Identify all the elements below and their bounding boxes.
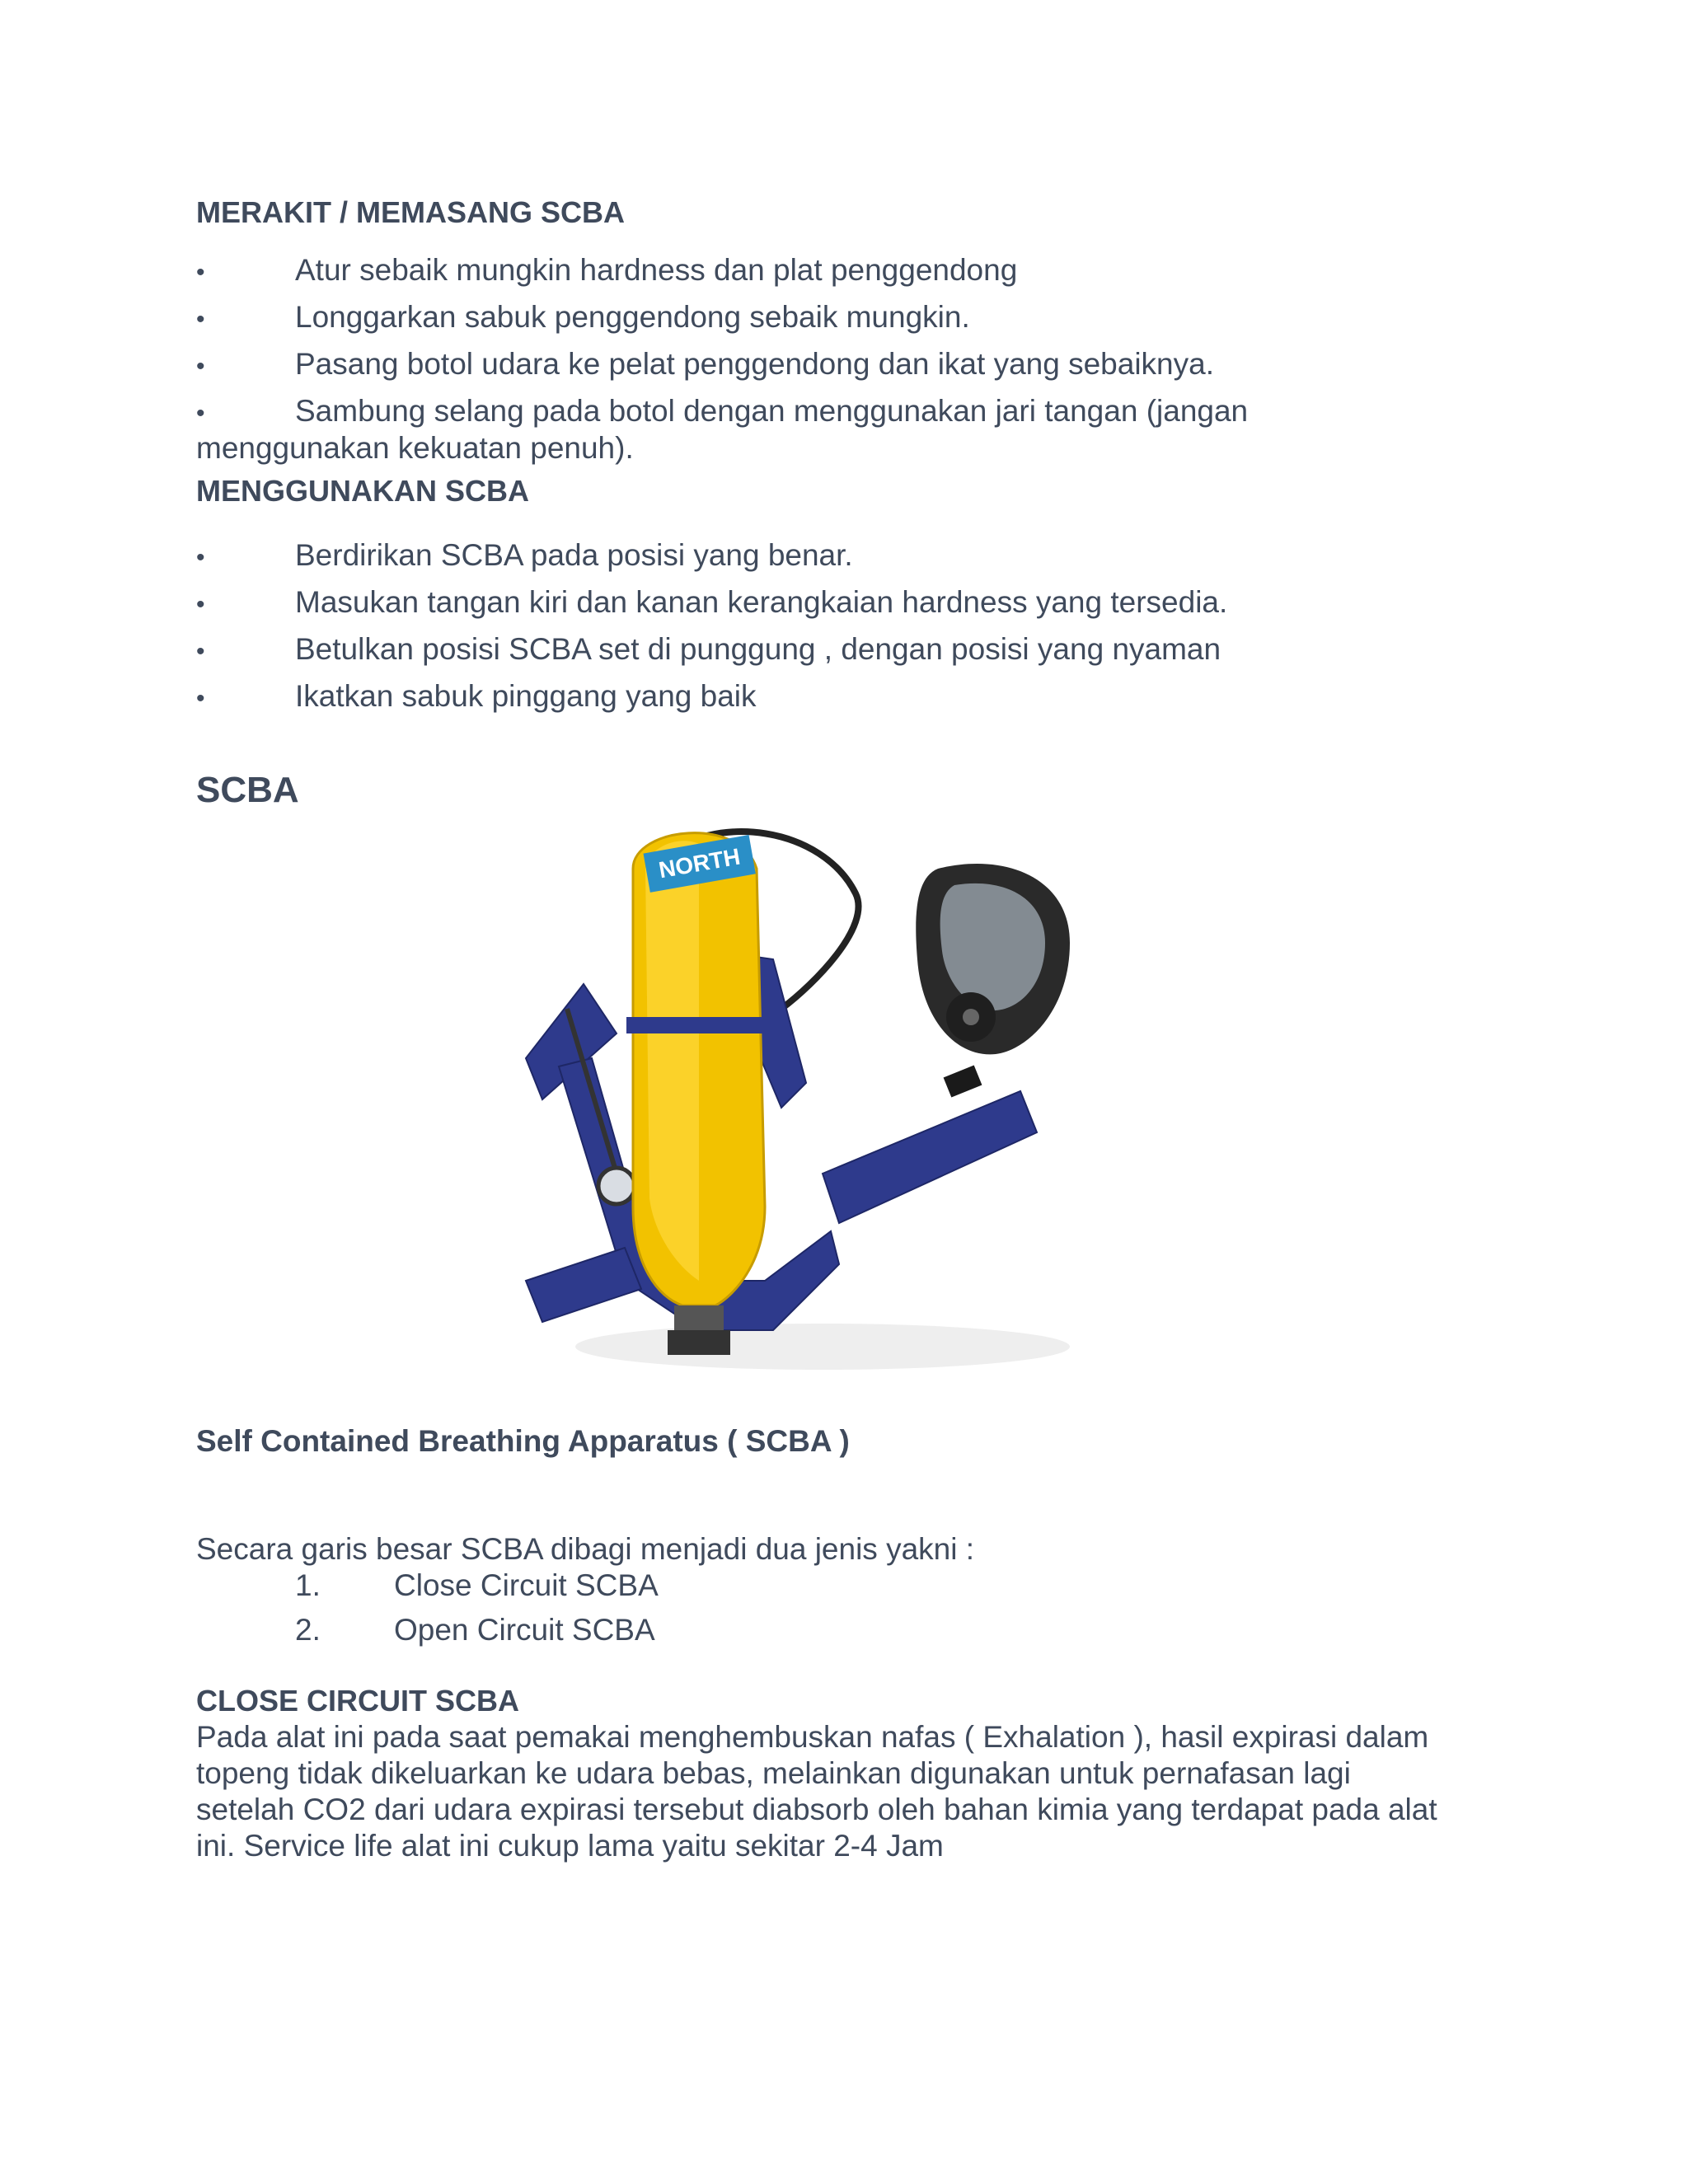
bullet-icon: • (196, 306, 205, 333)
close-circuit-heading: CLOSE CIRCUIT SCBA (196, 1684, 520, 1718)
assembly-steps-list (196, 252, 1515, 465)
list-item: • Pasang botol udara ke pelat penggendong dan ikat yang sebaiknya. (196, 346, 1515, 385)
bullet-icon: • (196, 544, 205, 571)
list-item: • Sambung selang pada botol dengan menggunakan jari tangan (jangan (196, 393, 1515, 432)
section-heading-merakit: MERAKIT / MEMASANG SCBA (196, 195, 625, 229)
list-item: • Masukan tangan kiri dan kanan kerangkaian hardness yang tersedia. (196, 584, 1515, 623)
list-item: 1. Close Circuit SCBA (295, 1568, 659, 1602)
bullet-icon: • (196, 591, 205, 618)
section-heading-menggunakan: MENGGUNAKAN SCBA (196, 474, 529, 508)
scba-definition-subtitle: Self Contained Breathing Apparatus ( SCBA ) (196, 1424, 850, 1458)
illustration-shadow (575, 1324, 1070, 1370)
list-item: • Atur sebaik mungkin hardness dan plat penggendong (196, 252, 1515, 291)
cylinder-highlight (645, 841, 699, 1281)
waist-belt-left (526, 1248, 641, 1322)
bullet-icon: • (196, 400, 205, 427)
face-mask-icon (916, 864, 1070, 1054)
belt-buckle-icon (944, 1065, 982, 1097)
close-circuit-description: Pada alat ini pada saat pemakai menghembuskan nafas ( Exhalation ), hasil expirasi dalam topeng tidak dikeluarkan ke udara bebas, melainkan digunakan untuk pernafasan lagi setelah CO2 dari udara expirasi tersebut diabsorb oleh bahan kimia yang terdapat pada alat ini. Service life alat ini cukup lama yaitu sekitar 2-4 Jam (196, 1720, 1437, 1863)
cylinder-label-text: NORTH (656, 843, 743, 883)
figure-title: SCBA (196, 770, 299, 810)
mask-regulator-center (963, 1009, 979, 1025)
pressure-gauge-icon (598, 1168, 635, 1204)
bullet-icon: • (196, 638, 205, 665)
scba-types-list (196, 1568, 1515, 1648)
usage-steps-list (196, 537, 1515, 717)
scba-illustration-svg (509, 819, 1136, 1388)
list-item: 2. Open Circuit SCBA (295, 1613, 655, 1647)
list-item: • Berdirikan SCBA pada posisi yang benar. (196, 537, 1515, 576)
bullet-icon: • (196, 685, 205, 712)
list-item: • Ikatkan sabuk pinggang yang baik (196, 678, 1515, 717)
cylinder-strap (626, 1017, 771, 1033)
bullet-icon: • (196, 259, 205, 286)
list-item: • Longgarkan sabuk penggendong sebaik mungkin. (196, 299, 1515, 338)
list-item: • Betulkan posisi SCBA set di punggung , dengan posisi yang nyaman (196, 631, 1515, 670)
bullet-icon: • (196, 353, 205, 380)
scba-types-intro: Secara garis besar SCBA dibagi menjadi dua jenis yakni : (196, 1532, 975, 1566)
cylinder-valve-handle (668, 1330, 730, 1355)
document-page (196, 194, 1515, 1864)
scba-illustration (509, 819, 1136, 1388)
waist-belt-right (823, 1091, 1037, 1223)
list-item-continuation: menggunakan kekuatan penuh). (196, 431, 634, 465)
